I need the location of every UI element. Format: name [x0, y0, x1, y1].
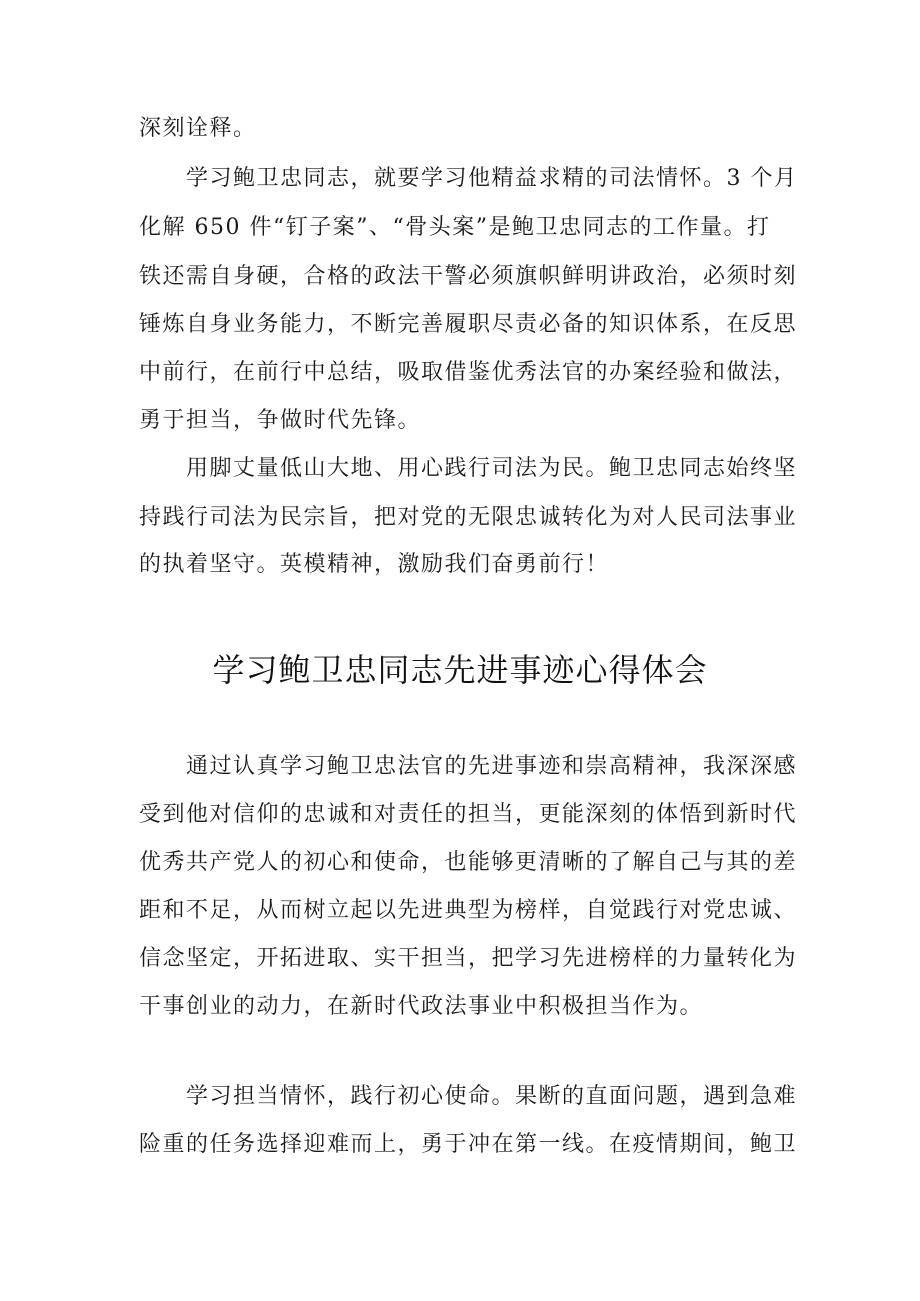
paragraph-2-line-6: 勇于担当，争做时代先锋。 [139, 408, 422, 433]
paragraph-3-line-1: 用脚丈量低山大地、用心践行司法为民。鲍卫忠同志始终坚 [186, 456, 798, 481]
paragraph-2-line-2: 化解 650 件“钉子案”、“骨头案”是鲍卫忠同志的工作量。打 [139, 215, 771, 240]
paragraph-3-line-3: 的执着坚守。英模精神，激励我们奋勇前行！ [139, 552, 610, 577]
paragraph-2-line-4: 锤炼自身业务能力，不断完善履职尽责必备的知识体系，在反思 [139, 312, 798, 337]
paragraph-2-line-1: 学习鲍卫忠同志，就要学习他精益求精的司法情怀。3 个月 [186, 166, 798, 191]
paragraph-2-line-5: 中前行，在前行中总结，吸取借鉴优秀法官的办案经验和做法， [139, 360, 798, 385]
paragraph-4-line-6: 干事创业的动力，在新时代政法事业中积极担当作为。 [139, 994, 704, 1019]
paragraph-4-line-2: 受到他对信仰的忠诚和对责任的担当，更能深刻的体悟到新时代 [139, 802, 798, 827]
document-title: 学习鲍卫忠同志先进事迹心得体会 [212, 651, 708, 689]
paragraph-1-line-1: 深刻诠释。 [139, 116, 257, 141]
paragraph-3-line-2: 持践行司法为民宗旨，把对党的无限忠诚转化为对人民司法事业 [139, 505, 798, 530]
paragraph-4-line-5: 信念坚定，开拓进取、实干担当，把学习先进榜样的力量转化为 [139, 946, 798, 971]
paragraph-2-line-3: 铁还需自身硬，合格的政法干警必须旗帜鲜明讲政治，必须时刻 [139, 264, 798, 289]
paragraph-5-line-2: 险重的任务选择迎难而上，勇于冲在第一线。在疫情期间，鲍卫 [139, 1132, 798, 1157]
paragraph-4-line-1: 通过认真学习鲍卫忠法官的先进事迹和崇高精神，我深深感 [186, 754, 798, 779]
paragraph-5-line-1: 学习担当情怀，践行初心使命。果断的直面问题，遇到急难 [186, 1084, 798, 1109]
paragraph-4-line-3: 优秀共产党人的初心和使命，也能够更清晰的了解自己与其的差 [139, 850, 798, 875]
paragraph-4-line-4: 距和不足，从而树立起以先进典型为榜样，自觉践行对党忠诚、 [139, 898, 798, 923]
